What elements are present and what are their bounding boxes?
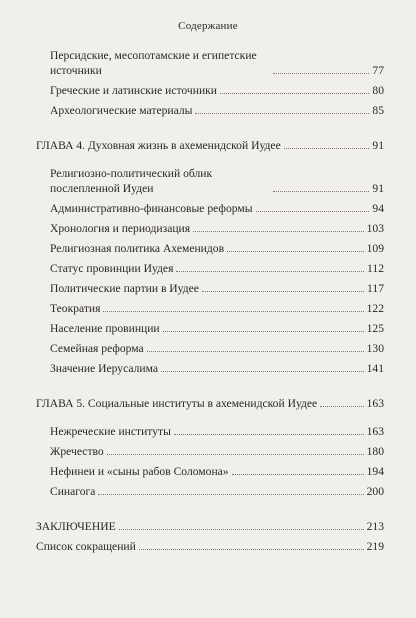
- toc-entry-page: 109: [366, 242, 384, 255]
- toc-entry-title: Персидские, месопотамские и египетские источники: [50, 49, 257, 77]
- toc-chapter-entry: [36, 539, 384, 554]
- toc-entry-page: 91: [372, 182, 384, 195]
- dot-leader: [174, 434, 364, 435]
- toc-entry-title: Семейная реформа: [50, 342, 144, 355]
- toc-chapter-title: Список сокращений: [36, 540, 136, 553]
- toc-entry-page: 163: [366, 425, 384, 438]
- toc-entry-title: Нефинеи и «сыны рабов Соломона»: [50, 465, 229, 478]
- toc-entry: [36, 464, 384, 479]
- toc-entry: [36, 321, 384, 336]
- toc-entry-page: 200: [366, 485, 384, 498]
- toc-entry-title: Население провинции: [50, 322, 160, 335]
- toc-entry-title: Религиозная политика Ахеменидов: [50, 242, 225, 255]
- toc-entry-page: 194: [366, 465, 384, 478]
- toc-entry-page: 112: [367, 262, 384, 275]
- toc-entry-page: 122: [366, 302, 384, 315]
- dot-leader: [176, 271, 364, 272]
- toc-entry: [36, 424, 384, 439]
- toc-chapter-entry: [36, 519, 384, 534]
- dot-leader: [256, 211, 370, 212]
- dot-leader: [107, 454, 364, 455]
- toc-entry-page: 94: [372, 202, 384, 215]
- toc-entry: [36, 484, 384, 499]
- toc-entry: [36, 281, 384, 296]
- dot-leader: [232, 474, 364, 475]
- toc-entry: [36, 361, 384, 376]
- toc-entry-page: 180: [366, 445, 384, 458]
- dot-leader: [273, 73, 369, 74]
- toc-entry: [36, 83, 384, 98]
- toc-entry: [36, 341, 384, 356]
- toc-entry: [36, 166, 384, 196]
- toc-entry-title: Жречество: [50, 445, 104, 458]
- dot-leader: [320, 406, 363, 407]
- toc-entry-page: 130: [366, 342, 384, 355]
- toc-entry-page: 163: [366, 397, 384, 410]
- toc-chapter-entry: [36, 138, 384, 153]
- toc-entry: [36, 103, 384, 118]
- toc-entry-title: Нежреческие институты: [50, 425, 171, 438]
- toc-entry-page: 91: [372, 139, 384, 152]
- toc-chapter-title: ГЛАВА 5. Социальные институты в ахеменидской Иудее: [36, 397, 318, 410]
- toc-entry-title: Археологические материалы: [50, 104, 193, 117]
- toc-entry: [36, 301, 384, 316]
- toc-chapter-title: ГЛАВА 4. Духовная жизнь в ахеменидской Иудее: [36, 139, 281, 152]
- toc-entry-page: 219: [366, 540, 384, 553]
- toc-entry-page: 125: [366, 322, 384, 335]
- dot-leader: [98, 494, 363, 495]
- toc-entry-page: 141: [366, 362, 384, 375]
- toc-entry: [36, 261, 384, 276]
- toc-entry-title: Значение Иерусалима: [50, 362, 159, 375]
- dot-leader: [220, 93, 369, 94]
- toc-entry-page: 117: [367, 282, 384, 295]
- toc-entry-page: 80: [372, 84, 384, 97]
- toc-entry-title: Административно-финансовые реформы: [50, 202, 253, 215]
- toc-chapter-title: ЗАКЛЮЧЕНИЕ: [36, 520, 116, 533]
- toc-entry-page: 77: [372, 64, 384, 77]
- dot-leader: [284, 148, 370, 149]
- toc-entry-title: Статус провинции Иудея: [50, 262, 174, 275]
- dot-leader: [202, 291, 364, 292]
- toc-entry: [36, 241, 384, 256]
- dot-leader: [227, 251, 364, 252]
- dot-leader: [103, 311, 363, 312]
- dot-leader: [195, 113, 369, 114]
- toc-entry-title: Политические партии в Иудее: [50, 282, 199, 295]
- toc-entry: [36, 201, 384, 216]
- toc-entry: [36, 48, 384, 78]
- dot-leader: [139, 549, 364, 550]
- table-of-contents: [36, 48, 384, 554]
- toc-entry-page: 213: [366, 520, 384, 533]
- dot-leader: [119, 529, 364, 530]
- toc-entry-page: 85: [372, 104, 384, 117]
- running-head: Содержание: [178, 20, 238, 32]
- toc-entry-title: Синагога: [50, 485, 96, 498]
- dot-leader: [161, 371, 364, 372]
- dot-leader: [163, 331, 364, 332]
- toc-entry-title: Теократия: [50, 302, 101, 315]
- toc-entry-title: Хронология и периодизация: [50, 222, 191, 235]
- toc-entry: [36, 221, 384, 236]
- toc-entry: [36, 444, 384, 459]
- toc-chapter-entry: [36, 396, 384, 411]
- dot-leader: [147, 351, 364, 352]
- dot-leader: [193, 231, 364, 232]
- toc-entry-page: 103: [366, 222, 384, 235]
- toc-entry-title: Греческие и латинские источники: [50, 84, 217, 97]
- toc-entry-title: Религиозно-политический облик послепленной Иудеи: [50, 167, 213, 195]
- dot-leader: [273, 191, 369, 192]
